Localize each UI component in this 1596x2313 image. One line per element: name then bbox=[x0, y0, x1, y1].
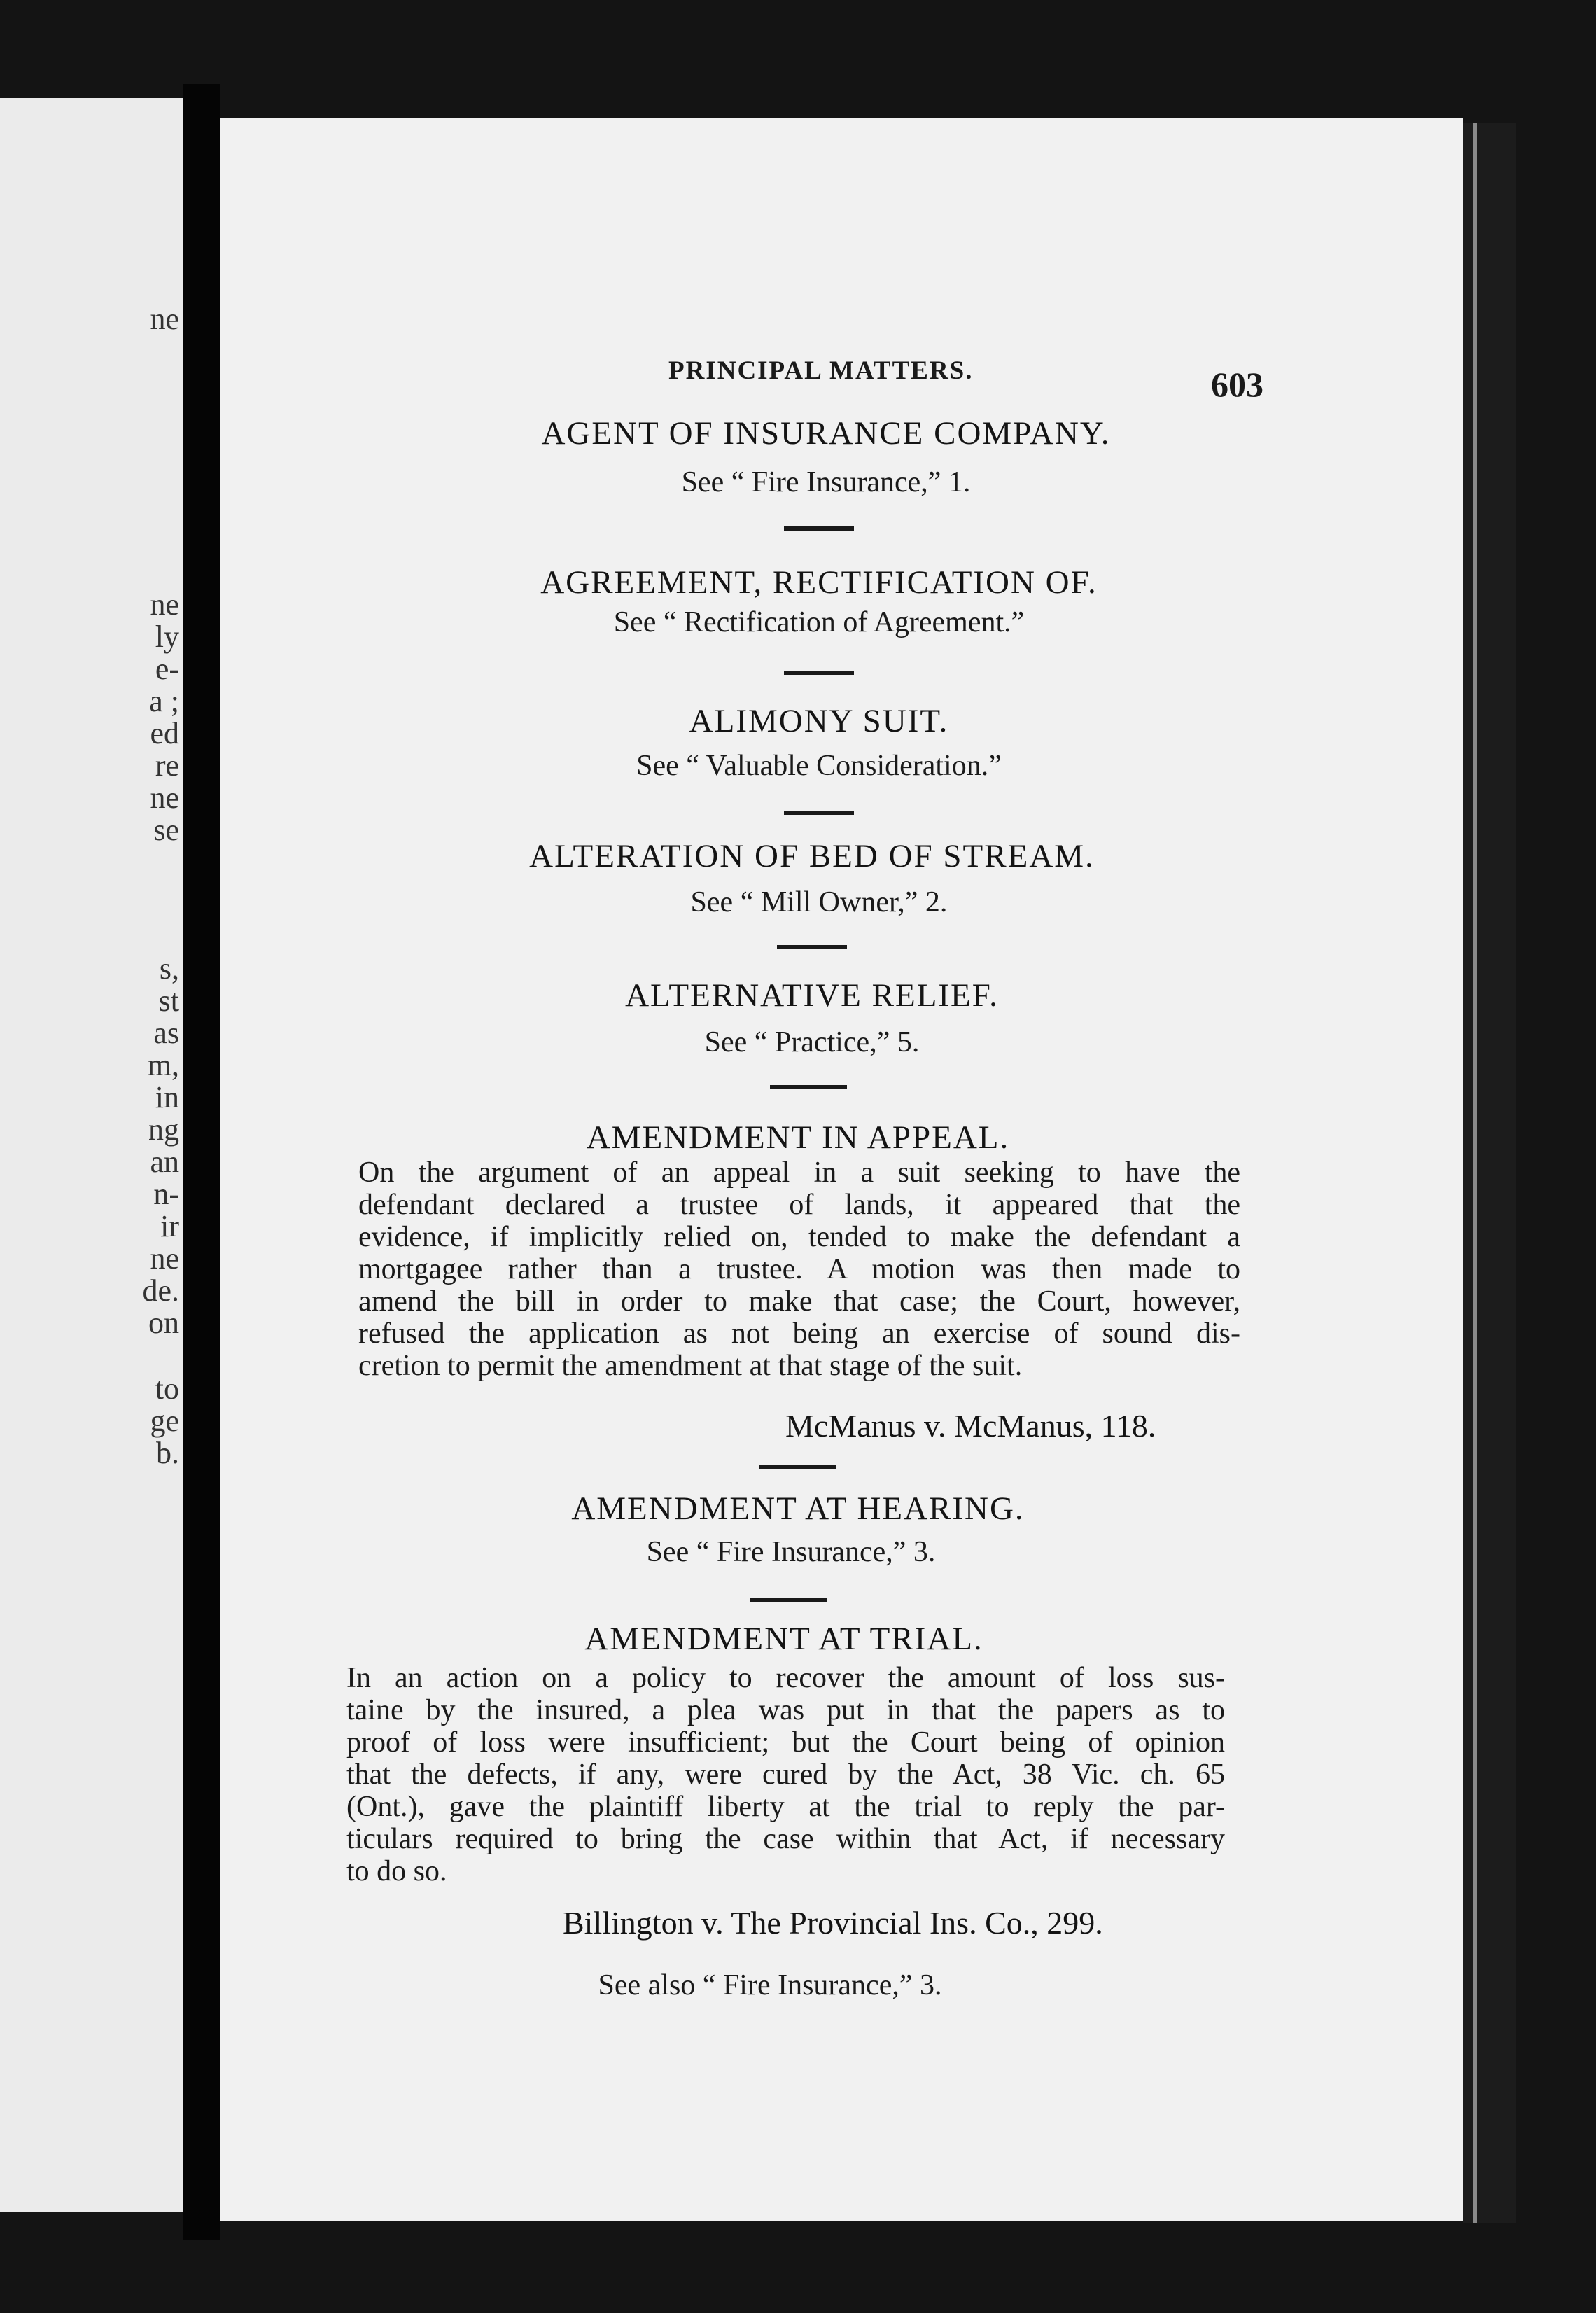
paragraph-line: On the argument of an appeal in a suit seeking to have the bbox=[358, 1156, 1240, 1189]
left-page-fragment: ne bbox=[150, 587, 179, 622]
section-rule bbox=[760, 1465, 836, 1469]
entry-heading: AGREEMENT, RECTIFICATION OF. bbox=[540, 564, 1098, 601]
section-rule bbox=[750, 1598, 827, 1602]
left-page-fragment: ng bbox=[148, 1112, 179, 1147]
case-citation: McManus v. McManus, 118. bbox=[785, 1408, 1156, 1444]
paragraph-line: that the defects, if any, were cured by the Act, 38 Vic. ch. 65 bbox=[346, 1759, 1225, 1791]
left-page-fragment: re bbox=[155, 748, 179, 783]
left-page-fragment: in bbox=[155, 1080, 179, 1114]
paragraph-line: In an action on a policy to recover the amount of loss sus- bbox=[346, 1662, 1225, 1694]
left-facing-page bbox=[0, 98, 183, 2212]
paragraph-line: refused the application as not being an exercise of sound dis- bbox=[358, 1318, 1240, 1350]
left-page-fragment: b. bbox=[156, 1436, 179, 1470]
case-citation: Billington v. The Provincial Ins. Co., 299. bbox=[563, 1905, 1103, 1941]
paragraph-line: taine by the insured, a plea was put in that the papers as to bbox=[346, 1694, 1225, 1726]
paragraph-line: cretion to permit the amendment at that stage of the suit. bbox=[358, 1350, 1023, 1382]
page-edge-highlight bbox=[1473, 123, 1477, 2223]
entry-see-reference: See “ Fire Insurance,” 1. bbox=[681, 466, 971, 498]
section-rule bbox=[777, 945, 847, 949]
entry-heading: ALIMONY SUIT. bbox=[689, 703, 949, 739]
left-page-fragment: ly bbox=[155, 620, 179, 654]
left-page-fragment: to bbox=[155, 1371, 179, 1406]
left-page-fragment: on bbox=[148, 1306, 179, 1340]
left-page-fragment: de. bbox=[142, 1273, 179, 1308]
entry-heading: AMENDMENT IN APPEAL. bbox=[586, 1119, 1010, 1156]
paragraph-line: evidence, if implicitly relied on, tended to make the defendant a bbox=[358, 1221, 1240, 1253]
entry-see-reference: See “ Practice,” 5. bbox=[704, 1026, 920, 1058]
paragraph-line: defendant declared a trustee of lands, it appeared that the bbox=[358, 1189, 1240, 1221]
left-page-fragment: s, bbox=[159, 951, 179, 986]
entry-heading: ALTERNATIVE RELIEF. bbox=[625, 977, 999, 1014]
paragraph-line: (Ont.), gave the plaintiff liberty at the trial to reply the par- bbox=[346, 1791, 1225, 1823]
entry-see-reference: See “ Fire Insurance,” 3. bbox=[646, 1536, 936, 1568]
paragraph-line: proof of loss were insufficient; but the Court being of opinion bbox=[346, 1726, 1225, 1759]
paragraph-line: amend the bill in order to make that case; the Court, however, bbox=[358, 1285, 1240, 1318]
left-page-fragment: an bbox=[150, 1145, 179, 1179]
left-page-fragment: ir bbox=[160, 1209, 179, 1243]
page-edge bbox=[1463, 123, 1516, 2223]
left-page-fragment: e- bbox=[155, 652, 179, 686]
section-rule bbox=[770, 1085, 847, 1089]
entry-heading: AGENT OF INSURANCE COMPANY. bbox=[541, 415, 1111, 452]
entry-see-reference: See “ Valuable Consideration.” bbox=[636, 750, 1002, 782]
entry-heading: AMENDMENT AT HEARING. bbox=[571, 1490, 1025, 1527]
entry-see-reference: See “ Rectification of Agreement.” bbox=[613, 606, 1025, 638]
entry-see-reference: See “ Mill Owner,” 2. bbox=[690, 886, 948, 918]
entry-heading: AMENDMENT AT TRIAL. bbox=[584, 1621, 983, 1657]
running-head: PRINCIPAL MATTERS. bbox=[668, 356, 974, 385]
left-page-fragment: ne bbox=[150, 302, 179, 336]
left-page-fragment: as bbox=[153, 1016, 179, 1050]
page-number: 603 bbox=[1211, 365, 1264, 404]
left-page-fragment: se bbox=[153, 813, 179, 847]
entry-body-paragraph bbox=[358, 1156, 1240, 1382]
section-rule bbox=[784, 671, 854, 675]
left-page-fragment: a ; bbox=[149, 684, 179, 718]
left-page-fragment: ge bbox=[150, 1404, 179, 1438]
left-page-fragment: ed bbox=[150, 716, 179, 750]
entry-heading: ALTERATION OF BED OF STREAM. bbox=[529, 838, 1095, 874]
left-page-fragment: m, bbox=[147, 1048, 179, 1082]
see-also-reference: See also “ Fire Insurance,” 3. bbox=[598, 1969, 942, 2001]
section-rule bbox=[784, 526, 854, 531]
left-page-fragment: n- bbox=[153, 1177, 179, 1211]
entry-body-paragraph bbox=[346, 1662, 1225, 1887]
left-page-fragment: st bbox=[158, 984, 179, 1018]
paragraph-line: mortgagee rather than a trustee. A motion was then made to bbox=[358, 1253, 1240, 1285]
paragraph-line: ticulars required to bring the case within that Act, if necessary bbox=[346, 1823, 1225, 1855]
section-rule bbox=[784, 811, 854, 815]
left-page-fragment: ne bbox=[150, 781, 179, 815]
left-page-fragment: ne bbox=[150, 1241, 179, 1276]
paragraph-line: to do so. bbox=[346, 1855, 447, 1887]
book-gutter bbox=[183, 84, 220, 2240]
